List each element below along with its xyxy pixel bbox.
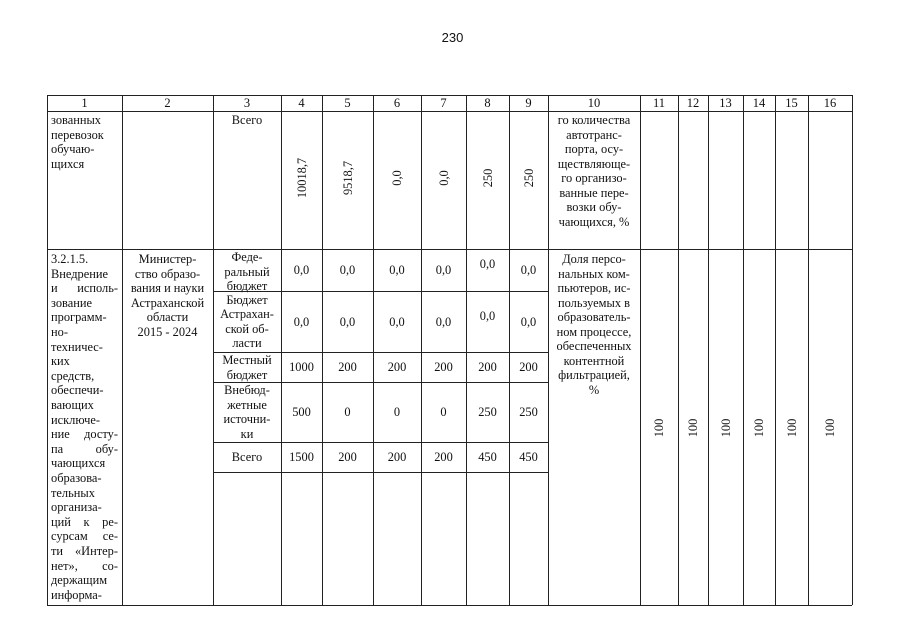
funding-value-3-7: 200	[434, 360, 453, 374]
column-rule-13	[708, 95, 709, 605]
column-rule-9	[509, 95, 510, 605]
column-rule-8	[466, 95, 467, 605]
funding-source-1: Феде- ральный бюджет	[224, 250, 270, 293]
funding-value-4-4: 500	[292, 405, 311, 419]
funding-value-5-7: 200	[434, 450, 453, 464]
column-rule-15	[775, 95, 776, 605]
funding-value-4-5: 0	[344, 405, 351, 419]
funding-value-2-9: 0,0	[520, 314, 537, 329]
header-col-6: 6	[393, 96, 401, 110]
prev-row-value-7: 0,0	[436, 170, 451, 186]
measure-line: образова-	[51, 471, 102, 485]
column-rule-11	[640, 95, 641, 605]
measure-line: Внедрение	[51, 266, 108, 281]
funding-value-3-8: 200	[478, 360, 497, 374]
prev-row-value-5: 9518,7	[340, 160, 355, 196]
funding-value-1-8: 0,0	[479, 257, 496, 271]
funding-row-rule	[213, 442, 548, 443]
funding-value-3-9: 200	[519, 360, 538, 374]
measure-line: организа-	[51, 500, 102, 515]
funding-row-rule	[213, 472, 548, 473]
measure-line: и исполь-	[51, 281, 118, 296]
column-rule-1	[47, 95, 48, 605]
measure-line: ти «Интер-	[51, 544, 118, 558]
header-col-15: 15	[785, 96, 798, 110]
measure-line: тельных	[51, 485, 95, 500]
prev-row-value-8: 250	[480, 168, 495, 188]
column-rule-17	[852, 95, 853, 605]
target-indicator: Доля персо- нальных ком- пьютеров, ис- пользуемых в образователь- ном процессе, обеспеченных контентной фильтрацией, %	[556, 252, 632, 397]
header-col-2: 2	[164, 96, 171, 110]
column-rule-6	[373, 95, 374, 605]
funding-value-2-4: 0,0	[293, 314, 310, 329]
prev-row-source: Всего	[231, 113, 263, 127]
measure-line: обеспечи-	[51, 383, 104, 398]
column-rule-4	[281, 95, 282, 605]
measure-line: чающихся	[51, 456, 106, 471]
target-value-12: 100	[686, 418, 700, 438]
funding-value-5-9: 450	[519, 450, 538, 464]
header-col-11: 11	[652, 96, 666, 110]
funding-source-5: Всего	[231, 449, 263, 464]
measure-line: вающих	[51, 398, 94, 412]
header-col-3: 3	[243, 96, 251, 110]
table-bottom-rule	[47, 605, 852, 606]
funding-value-1-4: 0,0	[293, 263, 310, 277]
funding-value-5-4: 1500	[289, 450, 314, 464]
funding-value-1-7: 0,0	[435, 263, 452, 277]
header-col-13: 13	[719, 96, 732, 110]
measure-line: па обу-	[51, 441, 118, 456]
header-col-12: 12	[686, 96, 700, 110]
header-col-8: 8	[484, 96, 491, 110]
measure-line: средств,	[51, 368, 95, 383]
funding-source-4: Внебюд- жетные источни- ки	[223, 383, 271, 441]
column-rule-14	[743, 95, 744, 605]
header-col-1: 1	[81, 96, 88, 110]
column-rule-5	[322, 95, 323, 605]
header-col-7: 7	[440, 96, 447, 110]
funding-value-4-6: 0	[393, 405, 401, 419]
measure-line: ние досту-	[51, 427, 118, 442]
header-col-10: 10	[587, 96, 601, 110]
column-rule-7	[421, 95, 422, 605]
prev-row-indicator: го количества автотранс- порта, осу- ществляюще- го организо- ванные пере- возки обу- чающихся, %	[557, 113, 631, 229]
header-bottom-rule	[47, 111, 852, 112]
funding-value-4-7: 0	[440, 405, 447, 419]
prev-row-measure-name: зованных перевозок обучаю- щихся	[51, 113, 104, 171]
prev-row-value-6: 0,0	[390, 170, 404, 186]
funding-value-3-4: 1000	[289, 360, 314, 374]
page-number: 230	[441, 30, 464, 45]
funding-value-2-5: 0,0	[339, 314, 356, 329]
prev-row-value-4: 10018,7	[294, 157, 309, 199]
measure-line: зование	[51, 295, 92, 310]
funding-value-4-9: 250	[519, 405, 538, 419]
measure-line: держащим	[51, 573, 108, 588]
column-rule-12	[678, 95, 679, 605]
target-value-11: 100	[652, 418, 666, 438]
measure-line: 3.2.1.5.	[51, 252, 89, 266]
column-rule-16	[808, 95, 809, 605]
funding-value-3-5: 200	[338, 360, 357, 374]
funding-source-3: Местный бюджет	[222, 353, 272, 382]
funding-value-3-6: 200	[387, 360, 407, 374]
prev-row-bottom-rule	[548, 249, 852, 250]
measure-line: техничес-	[51, 339, 103, 354]
measure-line: программ-	[51, 310, 107, 325]
funding-value-2-6: 0,0	[389, 314, 405, 329]
measure-line: информа-	[51, 587, 102, 602]
measure-line: нет», со-	[51, 558, 118, 573]
funding-source-2: Бюджет Астрахан- ской об- ласти	[220, 292, 274, 350]
measure-line: ций к ре-	[51, 514, 118, 529]
funding-value-1-9: 0,0	[520, 263, 537, 277]
target-value-14: 100	[752, 418, 766, 438]
prev-row-value-9: 250	[521, 168, 536, 188]
header-col-5: 5	[344, 96, 351, 110]
header-col-9: 9	[525, 96, 532, 110]
funding-value-2-7: 0,0	[435, 314, 452, 329]
header-col-14: 14	[752, 96, 766, 110]
funding-value-1-6: 0,0	[389, 263, 405, 277]
target-value-15: 100	[784, 418, 799, 438]
funding-value-5-8: 450	[478, 450, 497, 464]
funding-value-1-5: 0,0	[339, 263, 356, 277]
funding-value-2-8: 0,0	[479, 308, 496, 323]
funding-value-5-6: 200	[387, 450, 407, 464]
column-rule-2	[122, 95, 123, 605]
measure-line: сурсам се-	[51, 529, 118, 544]
funding-value-5-5: 200	[338, 450, 357, 464]
funding-value-4-8: 250	[478, 405, 497, 419]
measure-line: ких	[51, 354, 70, 369]
responsible-executor: Министер- ство образо- вания и науки Астраханской области 2015 - 2024	[130, 252, 205, 339]
header-col-16: 16	[823, 96, 837, 110]
target-value-16: 100	[823, 418, 837, 438]
target-value-13: 100	[718, 418, 733, 438]
measure-line: но-	[51, 325, 68, 339]
measure-line: исключе-	[51, 412, 100, 427]
header-col-4: 4	[298, 96, 305, 110]
